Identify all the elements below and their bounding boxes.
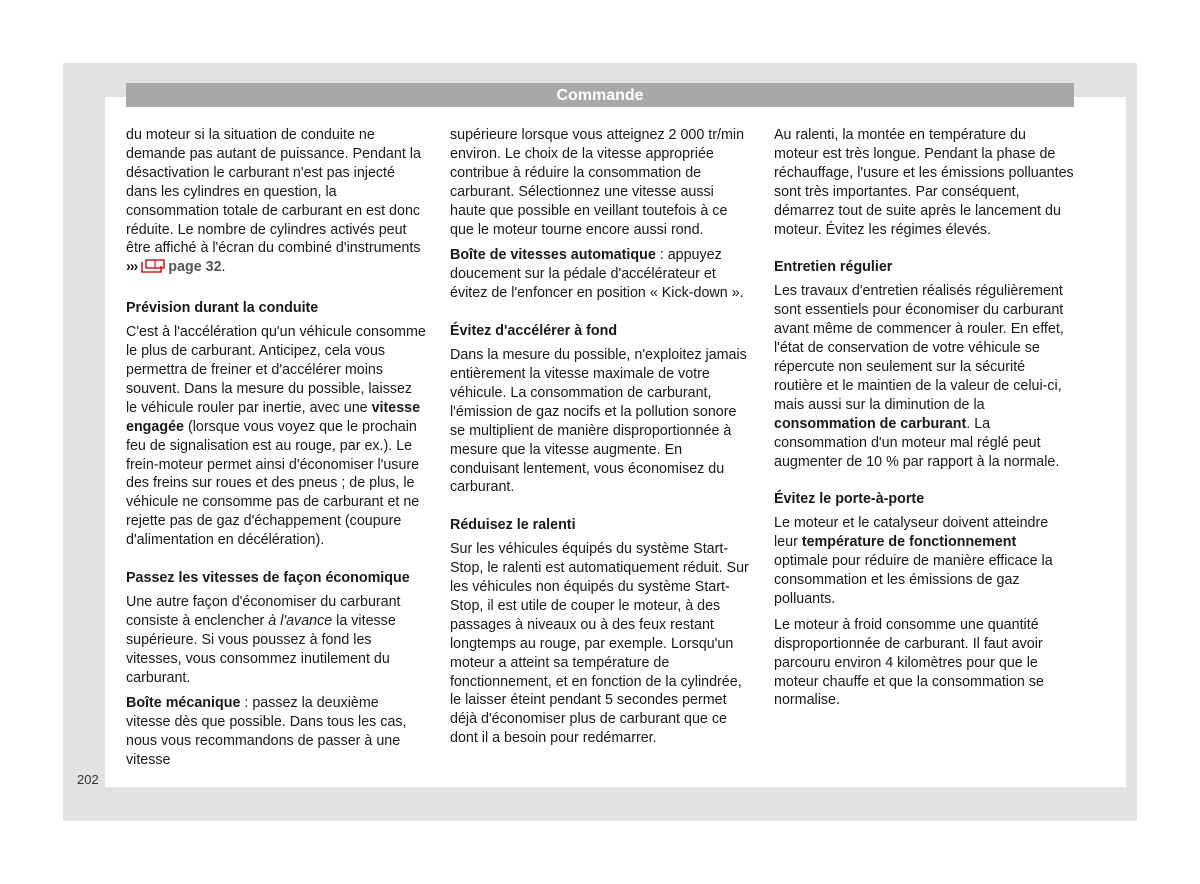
paragraph: Boîte de vitesses automatique : appuyez doucement sur la pédale d'accélérateur et évitez de l'enfoncer en position « Kick-down ».: [450, 247, 744, 302]
paragraph: Le moteur à froid consomme une quantité disproportionnée de carburant. Il faut avoir parcouru environ 4 kilomètres pour que le moteur chauffe et que la consommation se normalise.: [774, 616, 1044, 709]
paragraph: Au ralenti, la montée en température du moteur est très longue. Pendant la phase de réchauffage, l'usure et les émissions polluantes sont très importantes. Par conséquent, démarrez tout de suite après le lancement du moteur. Évitez les régimes élevés.: [774, 127, 1074, 238]
heading-reduisez-ralenti: Réduisez le ralenti: [450, 517, 576, 534]
column-1: [126, 126, 426, 777]
paragraph: du moteur si la situation de conduite ne demande pas autant de puissance. Pendant la désactivation le carburant n'est pas injecté dans les cylindres en question, la consommation totale de carburant en est donc réduite. Le nombre de cylindres activés peut être affiché à l'écran du combiné d'instruments ››› page 32.: [126, 126, 426, 280]
page-number: 202: [77, 772, 99, 787]
paragraph: Dans la mesure du possible, n'exploitez jamais entièrement la vitesse maximale de votre véhicule. La consommation de carburant, l'émission de gaz nocifs et la pollution sonore se multiplient de manière disproportionnée à mesure que la vitesse augmente. En conduisant lentement, vous économisez du carburant.: [450, 347, 747, 496]
heading-prevision: Prévision durant la conduite: [126, 300, 319, 317]
heading-entretien: Entretien régulier: [774, 259, 893, 276]
heading-evitez-accelerer: Évitez d'accélérer à fond: [450, 323, 618, 340]
xref-page: page 32: [168, 259, 222, 276]
book-reference-icon: [140, 259, 166, 280]
column-3: [774, 126, 1074, 717]
paragraph: Le moteur et le catalyseur doivent atteindre leur température de fonctionnement optimale pour réduire de manière efficace la consommation et les émissions de gaz polluants.: [774, 515, 1053, 607]
paragraph: supérieure lorsque vous atteignez 2 000 tr/min environ. Le choix de la vitesse appropriée contribue à réduire la consommation de carburant. Sélectionnez une vitesse aussi haute que possible en veillant toutefois à ce que le moteur tourne encore aussi rond.: [450, 127, 745, 238]
paragraph: Les travaux d'entretien réalisés régulièrement sont essentiels pour économiser du carburant avant même de commencer à rouler. En effet, l'état de conservation de votre véhicule se répercute non seulement sur la sécurité routière et le maintien de la valeur de celui-ci, mais aussi sur la diminution de la consommation de carburant. La consommation d'un moteur mal réglé peut augmenter de 10 % par rapport à la normale.: [774, 283, 1064, 470]
paragraph: Boîte mécanique : passez la deuxième vitesse dès que possible. Dans tous les cas, nous vous recommandons de passer à une vitesse: [126, 695, 407, 769]
heading-passez-vitesses: Passez les vitesses de façon économique: [126, 570, 410, 587]
paragraph: C'est à l'accélération qu'un véhicule consomme le plus de carburant. Anticipez, cela vous permettra de freiner et d'accélérer moins souvent. Dans la mesure du possible, laissez le véhicule rouler par inertie, avec une vitesse engagée (lorsque vous voyez que le prochain feu de signalisation est au rouge, par ex.). Le frein-moteur permet ainsi d'économiser l'usure des freins sur roues et des pneus ; de plus, le véhicule ne consomme pas de carburant et ne rejette pas de gaz d'échappement (coupure d'alimentation en décélération).: [126, 324, 426, 549]
page-reference-link[interactable]: [126, 259, 222, 275]
heading-porte-a-porte: Évitez le porte-à-porte: [774, 491, 925, 508]
paragraph: Une autre façon d'économiser du carburant consiste à enclencher à l'avance la vitesse supérieure. Si vous poussez à fond les vitesses, vous consommez inutilement du carburant.: [126, 593, 401, 686]
xref-arrows: ›››: [126, 259, 138, 276]
paragraph: Sur les véhicules équipés du système Start-Stop, le ralenti est automatiquement réduit. Sur les véhicules non équipés du système Start-Stop, il est utile de couper le moteur, à des passages à niveaux ou à des feux restant longtemps au rouge, par exemple. Lorsqu'un moteur a atteint sa température de fonctionnement, et en fonction de la cylindrée, le laisser éteint pendant 5 secondes permet déjà d'économiser plus de carburant que ce dont il a besoin pour redémarrer.: [450, 541, 749, 747]
section-header: Commande: [126, 83, 1074, 107]
column-2: [450, 126, 750, 755]
